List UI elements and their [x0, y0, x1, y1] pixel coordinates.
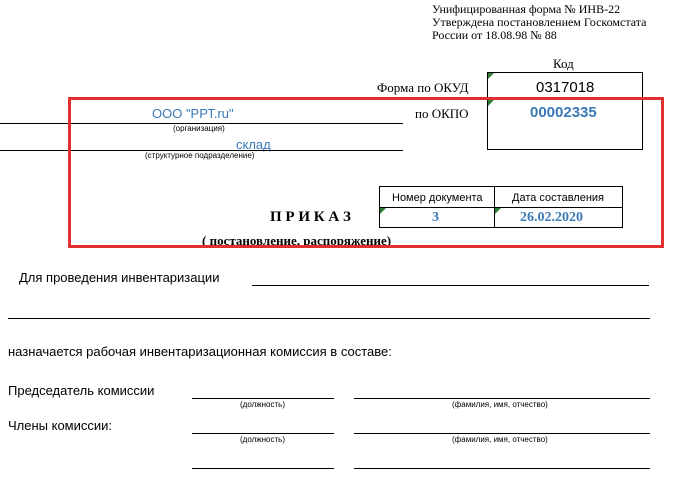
doc-number-header: Номер документа [392, 192, 483, 204]
document-title: П Р И К А З [270, 209, 351, 225]
member2-position-line[interactable] [192, 468, 334, 469]
form-number-line: Унифицированная форма № ИНВ-22 [432, 2, 621, 16]
purpose-line[interactable] [252, 285, 649, 286]
okpo-label: по ОКПО [415, 106, 469, 121]
member1-position-line[interactable] [192, 433, 334, 434]
commission-text: назначается рабочая инвентаризационная комиссия в составе: [8, 344, 392, 359]
organization-name[interactable]: ООО "РРТ.ru" [152, 106, 234, 121]
approval-line: Утверждена постановлением Госкомстата [432, 15, 647, 29]
okud-label: Форма по ОКУД [377, 80, 469, 95]
doc-number-value[interactable]: 3 [432, 210, 439, 225]
document-subtitle: ( постановление, распоряжение) [202, 233, 392, 248]
doc-date-value[interactable]: 26.02.2020 [520, 210, 583, 225]
doc-date-header: Дата составления [512, 192, 604, 204]
chairman-name-caption: (фамилия, имя, отчество) [452, 400, 548, 409]
chairman-position-caption: (должность) [240, 400, 285, 409]
chairman-label: Председатель комиссии [8, 383, 155, 398]
form-header-note [432, 3, 646, 42]
members-label: Члены комиссии: [8, 418, 113, 433]
highlight-frame [68, 97, 664, 248]
chairman-name-line[interactable] [354, 398, 650, 399]
structural-unit[interactable]: склад [236, 137, 271, 152]
organization-caption: (организация) [173, 124, 225, 133]
purpose-label: Для проведения инвентаризации [19, 270, 220, 285]
member2-name-line[interactable] [354, 468, 650, 469]
kod-header: Код [553, 56, 574, 71]
member1-position-caption: (должность) [240, 435, 285, 444]
approval-date-line: России от 18.08.98 № 88 [432, 28, 557, 42]
member1-name-line[interactable] [354, 433, 650, 434]
structural-unit-caption: (структурное подразделение) [145, 151, 255, 160]
okud-cell[interactable] [487, 72, 643, 100]
okud-value: 0317018 [536, 79, 595, 96]
cell-marker [488, 73, 494, 79]
chairman-position-line[interactable] [192, 398, 334, 399]
purpose-line-2[interactable] [8, 318, 650, 319]
member1-name-caption: (фамилия, имя, отчество) [452, 435, 548, 444]
okpo-value: 00002335 [530, 104, 597, 121]
